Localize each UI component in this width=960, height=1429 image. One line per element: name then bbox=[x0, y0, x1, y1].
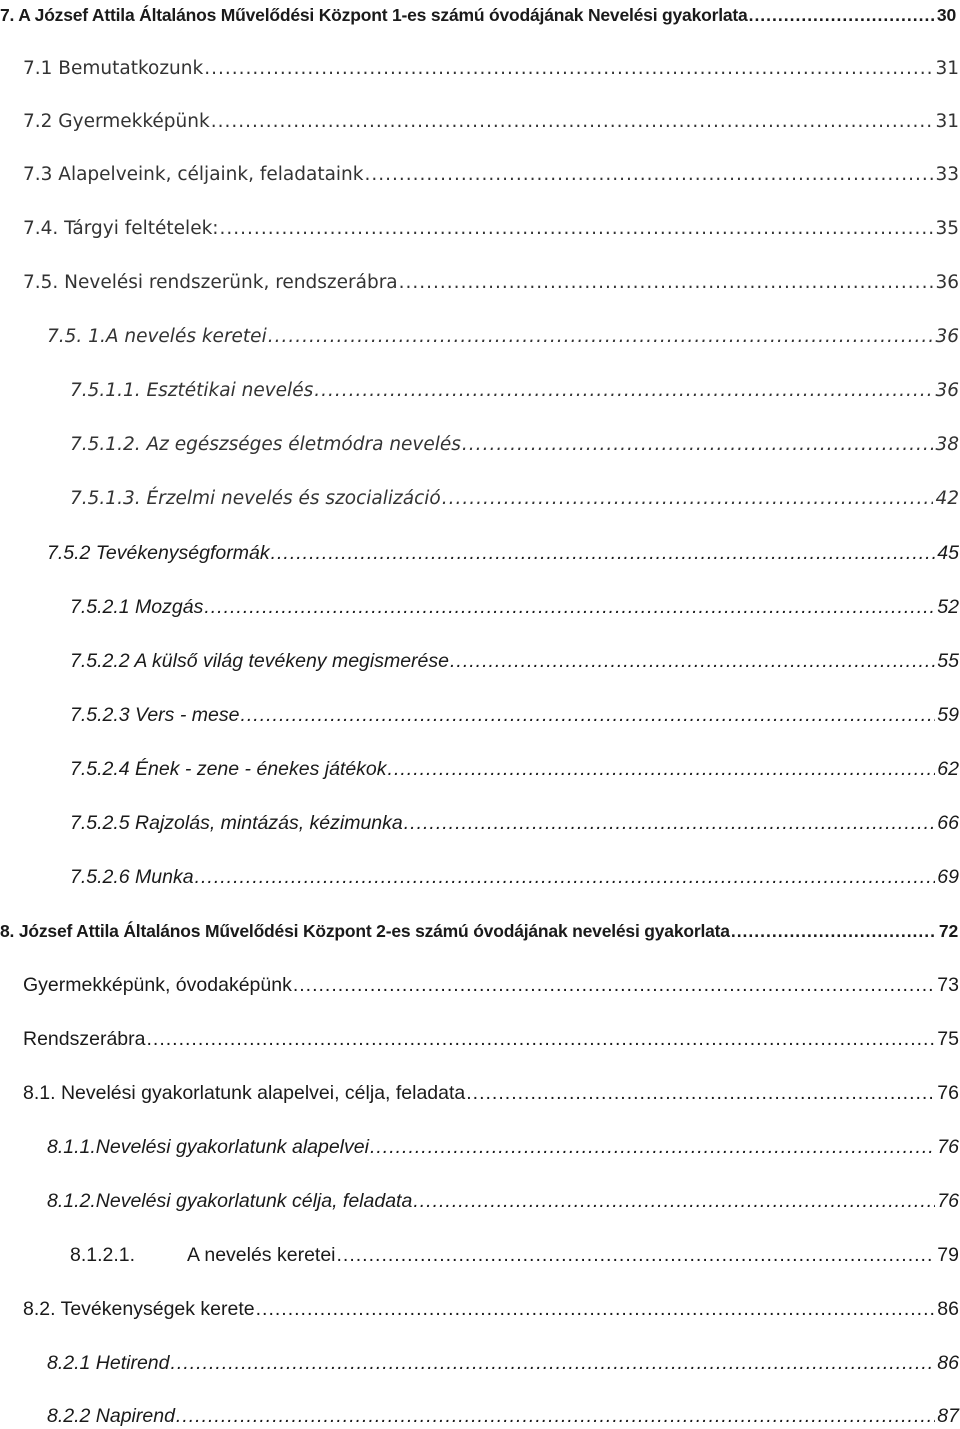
toc-entry-title: 8.1.2.Nevelési gyakorlatunk célja, feladata bbox=[47, 1190, 413, 1212]
dot-leader bbox=[413, 1188, 935, 1214]
dot-leader bbox=[293, 972, 935, 998]
toc-entry-title: 7.5.2.6 Munka bbox=[70, 866, 194, 888]
toc-entry-title: 7.4. Tárgyi feltételek: bbox=[23, 218, 219, 239]
dot-leader bbox=[204, 594, 935, 620]
dot-leader bbox=[176, 1403, 935, 1429]
toc-entry-page: 36 bbox=[935, 272, 959, 293]
toc-entry-8-1-2-1[interactable] bbox=[70, 1242, 959, 1268]
toc-entry-8-1[interactable] bbox=[23, 1080, 959, 1106]
dot-leader bbox=[195, 864, 936, 890]
dot-leader bbox=[211, 109, 934, 135]
toc-entry-8-2-2[interactable] bbox=[47, 1403, 959, 1429]
toc-entry-7-5-2-4[interactable] bbox=[70, 756, 959, 782]
toc-entry-page: 35 bbox=[935, 218, 959, 239]
toc-entry-title: 7.5.2.1 Mozgás bbox=[70, 596, 204, 618]
toc-entry-title: 7. A József Attila Általános Művelődési Központ 1-es számú óvodájának Nevelési gyakorlata bbox=[0, 5, 748, 25]
toc-entry-page: 76 bbox=[937, 1190, 959, 1212]
toc-entry-page: 36 bbox=[935, 326, 959, 347]
toc-entry-page: 33 bbox=[935, 164, 959, 185]
toc-entry-7-5[interactable] bbox=[23, 270, 959, 296]
toc-entry-rendszerabra[interactable] bbox=[23, 1026, 959, 1052]
toc-entry-page: 87 bbox=[937, 1405, 959, 1427]
toc-entry-page: 69 bbox=[937, 866, 959, 888]
toc-entry-7-2[interactable] bbox=[23, 109, 959, 135]
toc-entry-7-5-2-1[interactable] bbox=[70, 594, 959, 620]
dot-leader bbox=[271, 540, 936, 566]
dot-leader bbox=[204, 56, 933, 82]
dot-leader bbox=[466, 1080, 935, 1106]
toc-entry-page: 31 bbox=[935, 111, 959, 132]
toc-entry-page: 72 bbox=[938, 921, 958, 941]
dot-leader bbox=[365, 162, 934, 188]
toc-entry-title: Gyermekképünk, óvodaképünk bbox=[23, 974, 292, 996]
toc-entry-text: A nevelés keretei bbox=[187, 1244, 336, 1266]
toc-entry-7-5-2-5[interactable] bbox=[70, 810, 959, 836]
toc-entry-title: 7.5.1.3. Érzelmi nevelés és szocializáció bbox=[70, 488, 441, 509]
toc-entry-title: 7.5.2.4 Ének - zene - énekes játékok bbox=[70, 758, 387, 780]
dot-leader bbox=[399, 270, 934, 296]
toc-entry-7-5-2-2[interactable] bbox=[70, 648, 959, 674]
toc-entry-page: 30 bbox=[936, 5, 956, 25]
toc-entry-gyermekkepunk[interactable] bbox=[23, 972, 959, 998]
toc-entry-7-5-2-3[interactable] bbox=[70, 702, 959, 728]
toc-entry-7[interactable] bbox=[0, 2, 956, 28]
dot-leader bbox=[450, 648, 935, 674]
dot-leader bbox=[731, 918, 937, 944]
toc-entry-title: 7.5.2.2 A külső világ tevékeny megismerése bbox=[70, 650, 449, 672]
toc-entry-7-1[interactable] bbox=[23, 56, 959, 82]
toc-entry-page: 76 bbox=[937, 1082, 959, 1104]
toc-entry-page: 45 bbox=[937, 542, 959, 564]
toc-entry-title: 8.2.1 Hetirend bbox=[47, 1352, 170, 1374]
dot-leader bbox=[388, 756, 936, 782]
toc-entry-7-3[interactable] bbox=[23, 162, 959, 188]
toc-entry-8-1-1[interactable] bbox=[47, 1134, 959, 1160]
toc-entry-title: 7.5. 1.A nevelés keretei bbox=[47, 326, 267, 347]
toc-entry-title: 8.2.2 Napirend bbox=[47, 1405, 175, 1427]
toc-entry-title: 8.1. Nevelési gyakorlatunk alapelvei, célja, feladata bbox=[23, 1082, 466, 1104]
toc-entry-title: 8.2. Tevékenységek kerete bbox=[23, 1298, 255, 1320]
dot-leader bbox=[462, 432, 934, 458]
dot-leader bbox=[256, 1296, 936, 1322]
toc-entry-title: 8. József Attila Általános Művelődési Központ 2-es számú óvodájának nevelési gyakorlata bbox=[0, 921, 730, 941]
toc-entry-page: 55 bbox=[937, 650, 959, 672]
toc-entry-title: 7.5.2.5 Rajzolás, mintázás, kézimunka bbox=[70, 812, 403, 834]
dot-leader bbox=[370, 1134, 935, 1160]
toc-entry-7-5-1-1[interactable] bbox=[70, 378, 959, 404]
toc-entry-title: 7.5.1.2. Az egészséges életmódra nevelés bbox=[70, 434, 461, 455]
toc-entry-title bbox=[70, 1242, 336, 1268]
toc-entry-title: 7.5.1.1. Esztétikai nevelés bbox=[70, 380, 314, 401]
toc-entry-title: 7.2 Gyermekképünk bbox=[23, 111, 210, 132]
toc-entry-7-4[interactable] bbox=[23, 216, 959, 242]
dot-leader bbox=[314, 378, 933, 404]
dot-leader bbox=[442, 486, 934, 512]
dot-leader bbox=[404, 810, 936, 836]
toc-entry-title: 7.5.2 Tevékenységformák bbox=[47, 542, 270, 564]
toc-entry-page: 59 bbox=[937, 704, 959, 726]
dot-leader bbox=[268, 324, 934, 350]
toc-entry-7-5-1[interactable] bbox=[47, 324, 959, 350]
toc-entry-page: 86 bbox=[937, 1298, 959, 1320]
toc-entry-page: 62 bbox=[937, 758, 959, 780]
toc-entry-8-2-1[interactable] bbox=[47, 1350, 959, 1376]
toc-entry-8-1-2[interactable] bbox=[47, 1188, 959, 1214]
toc-entry-page: 75 bbox=[937, 1028, 959, 1050]
toc-entry-8[interactable] bbox=[0, 918, 958, 944]
toc-entry-title: Rendszerábra bbox=[23, 1028, 146, 1050]
dot-leader bbox=[337, 1242, 936, 1268]
toc-entry-page: 36 bbox=[935, 380, 959, 401]
toc-entry-title: 7.5. Nevelési rendszerünk, rendszerábra bbox=[23, 272, 398, 293]
toc-entry-title: 8.1.1.Nevelési gyakorlatunk alapelvei bbox=[47, 1136, 369, 1158]
toc-entry-title: 7.1 Bemutatkozunk bbox=[23, 58, 204, 79]
dot-leader bbox=[240, 702, 935, 728]
dot-leader bbox=[220, 216, 934, 242]
toc-entry-8-2[interactable] bbox=[23, 1296, 959, 1322]
toc-entry-number: 8.1.2.1. bbox=[70, 1244, 136, 1266]
toc-entry-7-5-1-2[interactable] bbox=[70, 432, 959, 458]
toc-entry-7-5-1-3[interactable] bbox=[70, 486, 959, 512]
toc-entry-7-5-2[interactable] bbox=[47, 540, 959, 566]
toc-entry-7-5-2-6[interactable] bbox=[70, 864, 959, 890]
toc-entry-page: 52 bbox=[937, 596, 959, 618]
toc-entry-title: 7.3 Alapelveink, céljaink, feladataink bbox=[23, 164, 364, 185]
toc-entry-page: 66 bbox=[937, 812, 959, 834]
dot-leader bbox=[749, 2, 935, 28]
toc-entry-page: 38 bbox=[935, 434, 959, 455]
toc-entry-title: 7.5.2.3 Vers - mese bbox=[70, 704, 240, 726]
toc-entry-page: 73 bbox=[937, 974, 959, 996]
toc-entry-page: 42 bbox=[935, 488, 959, 509]
toc-entry-page: 76 bbox=[937, 1136, 959, 1158]
toc-entry-page: 31 bbox=[935, 58, 959, 79]
dot-leader bbox=[171, 1350, 936, 1376]
dot-leader bbox=[146, 1026, 935, 1052]
toc-entry-page: 79 bbox=[937, 1244, 959, 1266]
toc-entry-page: 86 bbox=[937, 1352, 959, 1374]
